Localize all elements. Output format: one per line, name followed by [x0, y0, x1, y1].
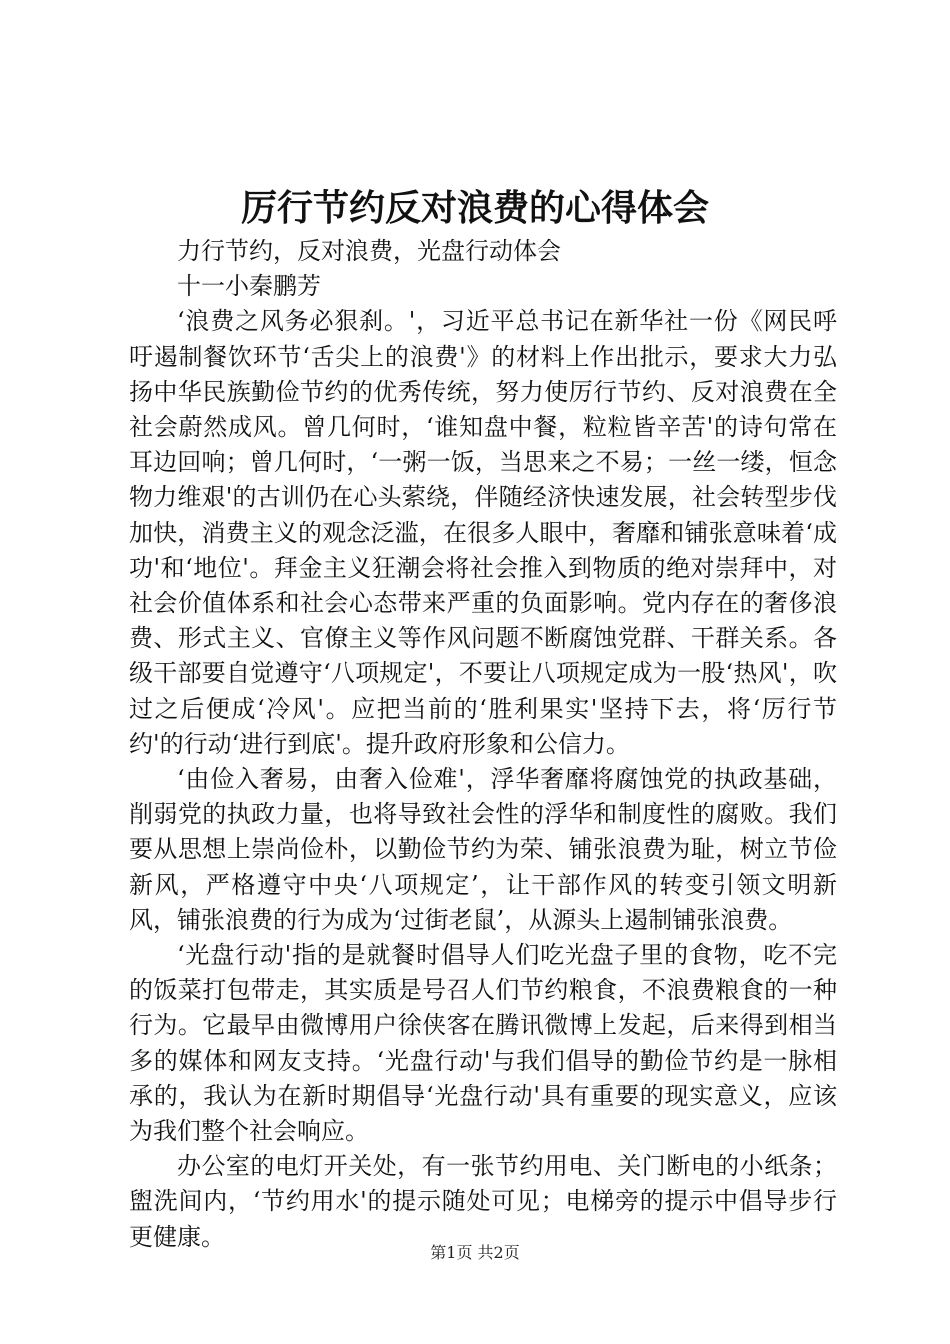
document-body: [129, 234, 837, 1255]
document-title: 厉行节约反对浪费的心得体会: [240, 187, 709, 229]
body-paragraph: ‘浪费之风务必狠刹。'，习近平总书记在新华社一份《网民呼吁遏制餐饮环节‘舌尖上的浪费'》的材料上作出批示，要求大力弘扬中华民族勤俭节约的优秀传统，努力使厉行节约、反对浪费在全社会蔚然成风。曾几何时，‘谁知盘中餐，粒粒皆辛苦'的诗句常在耳边回响；曾几何时，‘一粥一饭，当思来之不易；一丝一缕，恒念物力维艰'的古训仍在心头萦绕，伴随经济快速发展，社会转型步伐加快，消费主义的观念泛滥，在很多人眼中，奢靡和铺张意味着‘成功'和‘地位'。拜金主义狂潮会将社会推入到物质的绝对崇拜中，对社会价值体系和社会心态带来严重的负面影响。党内存在的奢侈浪费、形式主义、官僚主义等作风问题不断腐蚀党群、干群关系。各级干部要自觉遵守‘八项规定'，不要让八项规定成为一股‘热风'，吹过之后便成‘冷风'。应把当前的‘胜利果实'坚持下去，将‘厉行节约'的行动‘进行到底'。提升政府形象和公信力。: [129, 307, 837, 758]
body-paragraph: ‘由俭入奢易，由奢入俭难'，浮华奢靡将腐蚀党的执政基础，削弱党的执政力量，也将导致社会性的浮华和制度性的腐败。我们要从思想上崇尚俭朴，以勤俭节约为荣、铺张浪费为耻，树立节俭新风，严格遵守中央‘八项规定’，让干部作风的转变引领文明新风，铺张浪费的行为成为‘过街老鼠’，从源头上遏制铺张浪费。: [129, 765, 837, 934]
subtitle-line: 力行节约，反对浪费，光盘行动体会: [177, 237, 561, 265]
page-footer: 第1页 共2页: [430, 1243, 520, 1262]
body-paragraph: 办公室的电灯开关处，有一张节约用电、关门断电的小纸条；盥洗间内，‘节约用水'的提示随处可见；电梯旁的提示中倡导步行更健康。: [129, 1152, 837, 1251]
author-line: 十一小秦鹏芳: [177, 272, 321, 301]
body-paragraph: ‘光盘行动'指的是就餐时倡导人们吃光盘子里的食物，吃不完的饭菜打包带走，其实质是号召人们节约粮食，不浪费粮食的一种行为。它最早由微博用户徐侠客在腾讯微博上发起，后来得到相当多的媒体和网友支持。‘光盘行动'与我们倡导的勤俭节约是一脉相承的，我认为在新时期倡导‘光盘行动'具有重要的现实意义，应该为我们整个社会响应。: [129, 941, 837, 1146]
